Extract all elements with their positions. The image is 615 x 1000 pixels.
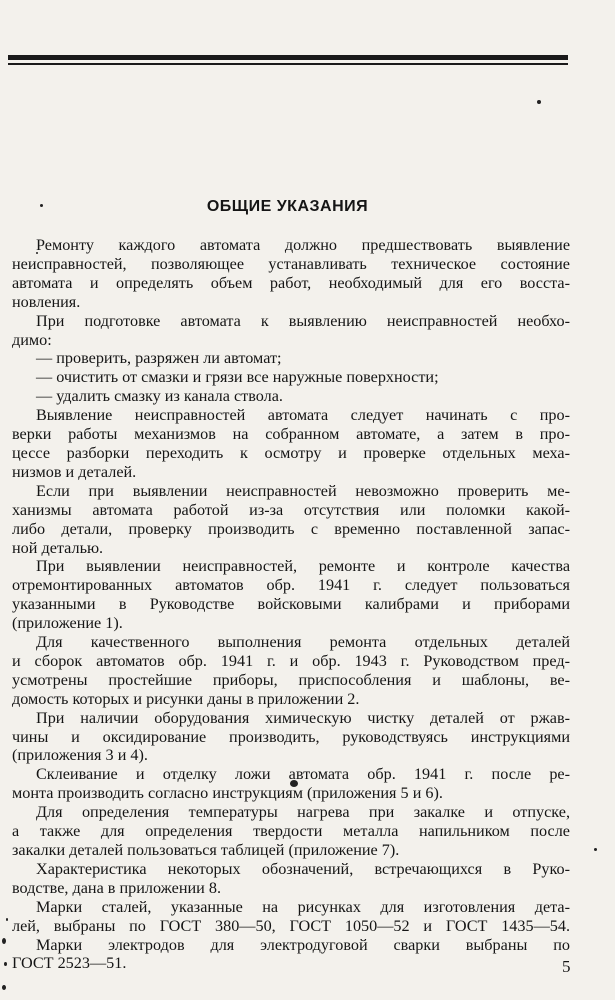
text-line: водстве, дана в приложении 8. [12, 878, 222, 897]
text-line: монта производить согласно инструкциям (приложения 5 и 6). [12, 784, 443, 803]
text-line: лей, выбраны по ГОСТ 380—50, ГОСТ 1050—52 и ГОСТ 1435—54. [12, 916, 570, 935]
header-rule-thick [8, 55, 568, 60]
text-line: При наличии оборудования химическую чистку деталей от ржав- [36, 708, 570, 727]
text-line: низмов и деталей. [12, 462, 137, 481]
text-line: При подготовке автомата к выявлению неисправностей необхо- [36, 311, 570, 330]
page-number: 5 [562, 957, 571, 976]
text-line: — очистить от смазки и грязи все наружные поверхности; [36, 368, 439, 387]
text-line: Характеристика некоторых обозначений, встречающихся в Руко- [36, 859, 570, 878]
print-speck [6, 918, 8, 921]
print-speck [537, 100, 541, 104]
text-line: Для определения температуры нагрева при закалке и отпуске, [36, 803, 570, 822]
text-line: верки работы механизмов на собранном автомате, а затем в про- [12, 425, 570, 444]
text-line: либо детали, проверку производить с временно поставленной запас- [12, 519, 570, 538]
text-line: ханизмы автомата работой из-за отсутствия или поломки какой- [12, 500, 570, 519]
text-line: Склеивание и отделку ложи автомата обр. 1941 г. после ре- [36, 765, 570, 784]
body-text [12, 236, 570, 973]
text-line: ГОСТ 2523—51. [12, 954, 127, 973]
text-line: Марки сталей, указанные на рисунках для изготовления дета- [36, 897, 570, 916]
text-line: Марки электродов для электродуговой сварки выбраны по [36, 935, 570, 954]
text-line: димо: [12, 330, 52, 349]
text-line: Выявление неисправностей автомата следует начинать с про- [36, 406, 570, 425]
text-line: цессе разборки переходить к осмотру и проверке отдельных меха- [12, 443, 570, 462]
text-line: ной деталью. [12, 538, 104, 557]
text-line: и сборок автоматов обр. 1941 г. и обр. 1943 г. Руководством пред- [12, 651, 570, 670]
text-line: новления. [12, 292, 81, 311]
text-line: Если при выявлении неисправностей невозможно проверить ме- [36, 481, 570, 500]
print-speck [594, 848, 597, 851]
text-line: Ремонту каждого автомата должно предшествовать выявление [36, 236, 570, 254]
text-line: (приложения 3 и 4). [12, 746, 148, 765]
text-line: домость которых и рисунки даны в приложении 2. [12, 689, 360, 708]
text-line: закалки деталей пользоваться таблицей (приложение 7). [12, 841, 400, 859]
text-line: При выявлении неисправностей, ремонте и контроле качества [36, 557, 570, 576]
print-speck [2, 938, 6, 944]
text-line: отремонтированных автоматов обр. 1941 г. следует пользоваться [12, 576, 570, 595]
text-line: чины и оксидирование производить, руководствуясь инструкциями [12, 727, 570, 746]
text-line: — проверить, разряжен ли автомат; [36, 349, 282, 368]
section-title: ОБЩИЕ УКАЗАНИЯ [206, 198, 369, 215]
print-speck [4, 962, 7, 966]
text-line: — удалить смазку из канала ствола. [36, 387, 283, 406]
text-line: Для качественного выполнения ремонта отдельных деталей [36, 633, 570, 652]
text-line: указанными в Руководстве войсковыми калибрами и приборами [12, 595, 570, 614]
text-line: неисправностей, позволяющее устанавливать техническое состояние [12, 254, 570, 273]
header-rule-thin [8, 63, 568, 65]
text-line: а также для определения твердости металла напильником после [12, 822, 570, 841]
text-line: автомата и определять объем работ, необходимый для его восста- [12, 273, 570, 292]
text-line: усмотрены простейшие приборы, приспособления и шаблоны, ве- [12, 670, 570, 689]
text-line: (приложение 1). [12, 614, 123, 633]
print-speck [2, 985, 6, 990]
